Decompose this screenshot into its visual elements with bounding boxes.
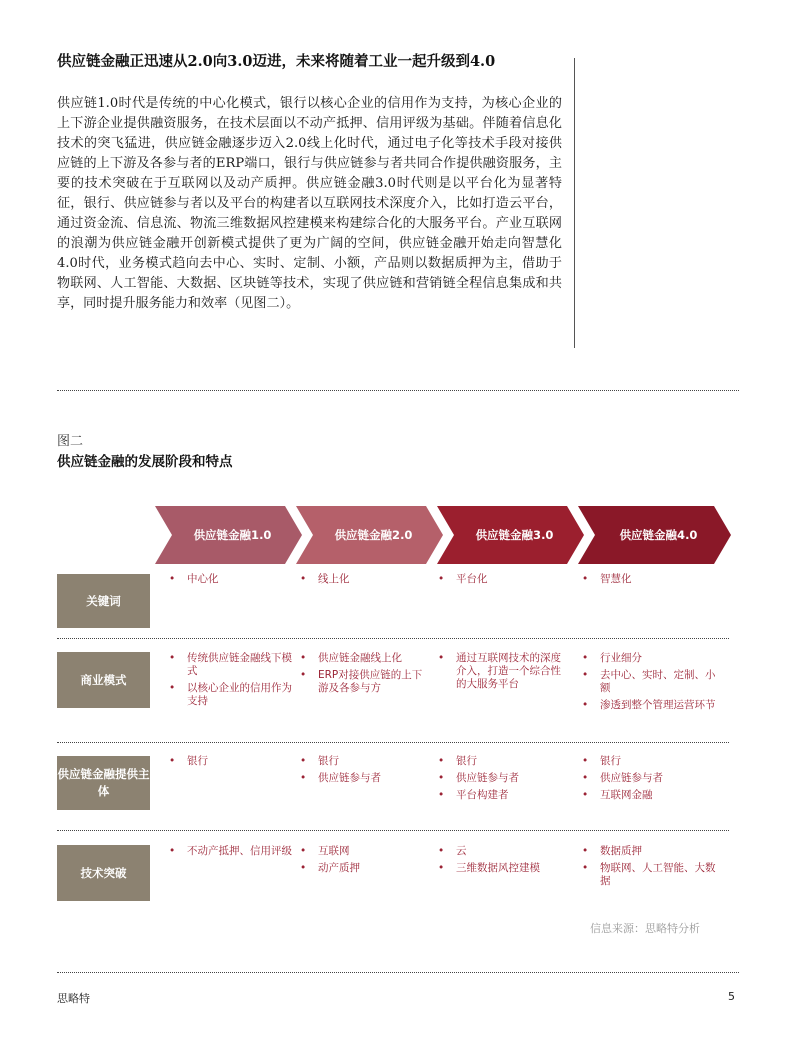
cell-item: • 互联网金融 xyxy=(582,789,722,802)
row-label-tech: 技术突破 xyxy=(57,845,150,901)
footer-brand: 思略特 xyxy=(57,992,90,1005)
cell-item: • 行业细分 xyxy=(582,652,722,665)
cell-item: • 银行 xyxy=(300,755,425,768)
cell-keywords-3 xyxy=(438,573,563,590)
cell-business-4 xyxy=(582,652,722,716)
cell-item: • 渗透到整个管理运营环节 xyxy=(582,699,722,712)
cell-item: • 平台化 xyxy=(438,573,563,586)
stage-arrow-4 xyxy=(578,506,731,564)
cell-item: • 供应链参与者 xyxy=(582,772,722,785)
cell-item: • 银行 xyxy=(169,755,299,768)
cell-tech-1 xyxy=(169,845,299,862)
figure-title: 供应链金融的发展阶段和特点 xyxy=(57,454,233,470)
cell-item: • 不动产抵押、信用评级 xyxy=(169,845,299,858)
cell-item: • 银行 xyxy=(582,755,722,768)
cell-item: • 平台构建者 xyxy=(438,789,563,802)
cell-keywords-1 xyxy=(169,573,299,590)
section-heading: 供应链金融正迅速从2.0向3.0迈进，未来将随着工业一起升级到4.0 xyxy=(57,53,496,70)
cell-providers-4 xyxy=(582,755,722,806)
row-label-keywords: 关键词 xyxy=(57,574,150,628)
cell-item: • 数据质押 xyxy=(582,845,722,858)
figure-label: 图二 xyxy=(57,434,84,449)
stage-label: 供应链金融1.0 xyxy=(193,528,272,542)
row-label-providers: 供应链金融提供主体 xyxy=(57,756,150,810)
dotted-divider xyxy=(57,830,729,831)
cell-item: • 线上化 xyxy=(300,573,425,586)
source-note: 信息来源：思略特分析 xyxy=(590,922,700,935)
stage-arrow-2 xyxy=(296,506,443,564)
cell-item: • ERP对接供应链的上下游及各参与方 xyxy=(300,669,425,695)
cell-item: • 动产质押 xyxy=(300,862,425,875)
stage-label: 供应链金融2.0 xyxy=(334,528,413,542)
cell-tech-4 xyxy=(582,845,722,892)
cell-item: • 三维数据风控建模 xyxy=(438,862,563,875)
cell-providers-3 xyxy=(438,755,563,806)
cell-business-1 xyxy=(169,652,299,712)
cell-item: • 供应链参与者 xyxy=(300,772,425,785)
intro-paragraph: 供应链1.0时代是传统的中心化模式，银行以核心企业的信用作为支持，为核心企业的上下游企业提供融资服务，在技术层面以不动产抵押、信用评级为基础。伴随着信息化技术的突飞猛进，供应链金融逐步迈入2.0线上化时代，通过电子化等技术手段对接供应链的上下游及各参与者的ERP端口，银行与供应链参与者共同合作提供融资服务，主要的技术突破在于互联网以及动产质押。供应链金融3.0时代则是以平台化为显著特征，银行、供应链参与者以及平台的构建者以互联网技术深度介入，比如打造云平台，通过资金流、信息流、物流三维数据风控建模来构建综合化的大服务平台。产业互联网的浪潮为供应链金融开创新模式提供了更为广阔的空间，供应链金融开始走向智慧化4.0时代，业务模式趋向去中心、实时、定制、小额，产品则以数据质押为主，借助于物联网、人工智能、大数据、区块链等技术，实现了供应链和营销链全程信息集成和共享，同时提升服务能力和效率（见图二）。 xyxy=(57,96,562,311)
cell-item: • 云 xyxy=(438,845,563,858)
cell-item: • 物联网、人工智能、大数据 xyxy=(582,862,722,888)
cell-item: • 传统供应链金融线下模式 xyxy=(169,652,299,678)
cell-keywords-2 xyxy=(300,573,425,590)
cell-tech-3 xyxy=(438,845,563,879)
stage-arrow-3 xyxy=(437,506,584,564)
cell-item: • 中心化 xyxy=(169,573,299,586)
stage-label: 供应链金融3.0 xyxy=(475,528,554,542)
cell-keywords-4 xyxy=(582,573,722,590)
cell-item: • 银行 xyxy=(438,755,563,768)
dotted-divider xyxy=(57,390,739,391)
cell-providers-2 xyxy=(300,755,425,789)
vertical-divider xyxy=(574,58,575,348)
cell-item: • 通过互联网技术的深度介入，打造一个综合性的大服务平台 xyxy=(438,652,563,691)
cell-item: • 供应链参与者 xyxy=(438,772,563,785)
cell-item: • 以核心企业的信用作为支持 xyxy=(169,682,299,708)
cell-business-3 xyxy=(438,652,563,695)
cell-providers-1 xyxy=(169,755,299,772)
row-label-business-model: 商业模式 xyxy=(57,652,150,708)
stage-label: 供应链金融4.0 xyxy=(619,528,698,542)
cell-tech-2 xyxy=(300,845,425,879)
dotted-divider xyxy=(57,972,739,973)
stage-arrow-1 xyxy=(155,506,302,564)
cell-item: • 去中心、实时、定制、小额 xyxy=(582,669,722,695)
cell-business-2 xyxy=(300,652,425,699)
dotted-divider xyxy=(57,638,729,639)
cell-item: • 互联网 xyxy=(300,845,425,858)
page-number: 5 xyxy=(728,990,735,1003)
dotted-divider xyxy=(57,742,729,743)
cell-item: • 供应链金融线上化 xyxy=(300,652,425,665)
cell-item: • 智慧化 xyxy=(582,573,722,586)
